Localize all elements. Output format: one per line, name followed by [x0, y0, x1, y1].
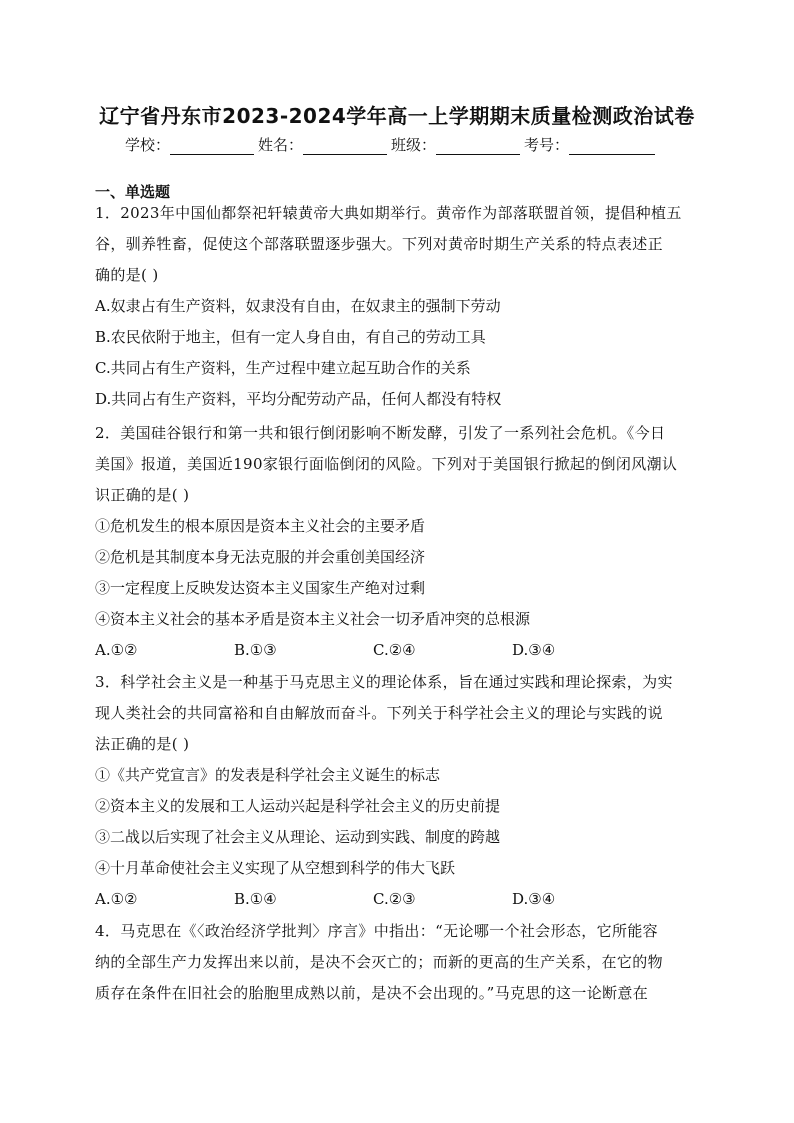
question-stem-line: 3．科学社会主义是一种基于马克思主义的理论体系，旨在通过实践和理论探索，为实: [95, 673, 673, 691]
question-stem-line: 1．2023年中国仙都祭祀轩辕黄帝大典如期举行。黄帝作为部落联盟首领，提倡种植五: [95, 204, 682, 222]
choice-row: [95, 635, 707, 666]
choice-a[interactable]: A.①②: [95, 890, 138, 908]
choice-b[interactable]: B.①③: [234, 641, 277, 659]
choice-a[interactable]: A.①②: [95, 641, 138, 659]
question-stem-line: 纳的全部生产力发挥出来以前，是决不会灭亡的；而新的更高的生产关系，在它的物: [95, 953, 663, 971]
choice-d[interactable]: D.③④: [512, 641, 556, 659]
statement-item: ①危机发生的根本原因是资本主义社会的主要矛盾: [95, 517, 426, 535]
option-b[interactable]: B.农民依附于地主，但有一定人身自由，有自己的劳动工具: [95, 328, 486, 346]
question-4: [95, 916, 707, 1009]
statement-item: ②资本主义的发展和工人运动兴起是科学社会主义的历史前提: [95, 797, 501, 815]
choice-row: [95, 884, 707, 915]
question-1: [95, 198, 707, 415]
statement-item: ①《共产党宣言》的发表是科学社会主义诞生的标志: [95, 766, 441, 784]
statement-item: ②危机是其制度本身无法克服的并会重创美国经济: [95, 548, 426, 566]
question-stem-line: 识正确的是( ): [95, 486, 190, 504]
section-heading: 一、单选题: [95, 183, 171, 201]
choice-d[interactable]: D.③④: [512, 890, 556, 908]
option-a[interactable]: A.奴隶占有生产资料，奴隶没有自由，在奴隶主的强制下劳动: [95, 297, 501, 315]
question-stem-line: 美国》报道，美国近190家银行面临倒闭的风险。下列对于美国银行掀起的倒闭风潮认: [95, 455, 678, 473]
statement-item: ④十月革命使社会主义实现了从空想到科学的伟大飞跃: [95, 859, 456, 877]
question-3: [95, 667, 707, 915]
school-label: 学校：: [125, 136, 171, 154]
question-stem-line: 现人类社会的共同富裕和自由解放而奋斗。下列关于科学社会主义的理论与实践的说: [95, 704, 663, 722]
statement-item: ③二战以后实现了社会主义从理论、运动到实践、制度的跨越: [95, 828, 501, 846]
number-label: 考号：: [524, 136, 570, 154]
option-d[interactable]: D.共同占有生产资料，平均分配劳动产品，任何人都没有特权: [95, 390, 502, 408]
choice-b[interactable]: B.①④: [234, 890, 277, 908]
question-stem-line: 质存在条件在旧社会的胎胞里成熟以前，是决不会出现的。”马克思的这一论断意在: [95, 984, 649, 1002]
class-label: 班级：: [391, 136, 437, 154]
school-blank[interactable]: [170, 136, 254, 155]
class-blank[interactable]: [436, 136, 520, 155]
option-c[interactable]: C.共同占有生产资料，生产过程中建立起互助合作的关系: [95, 359, 471, 377]
question-stem-line: 确的是( ): [95, 266, 159, 284]
name-blank[interactable]: [303, 136, 387, 155]
student-info-row: [125, 134, 659, 155]
question-stem-line: 4．马克思在《〈政治经济学批判〉序言》中指出：“无论哪一个社会形态，它所能容: [95, 922, 659, 940]
question-2: [95, 418, 707, 666]
exam-title: 辽宁省丹东市2023-2024学年高一上学期期末质量检测政治试卷: [99, 104, 695, 128]
statement-item: ④资本主义社会的基本矛盾是资本主义社会一切矛盾冲突的总根源: [95, 610, 531, 628]
name-label: 姓名：: [258, 136, 304, 154]
choice-c[interactable]: C.②③: [373, 890, 416, 908]
question-stem-line: 法正确的是( ): [95, 735, 190, 753]
statement-item: ③一定程度上反映发达资本主义国家生产绝对过剩: [95, 579, 426, 597]
question-stem-line: 2．美国硅谷银行和第一共和银行倒闭影响不断发酵，引发了一系列社会危机。《今日: [95, 424, 666, 442]
question-stem-line: 谷，驯养牲畜，促使这个部落联盟逐步强大。下列对黄帝时期生产关系的特点表述正: [95, 235, 663, 253]
number-blank[interactable]: [569, 136, 655, 155]
choice-c[interactable]: C.②④: [373, 641, 416, 659]
